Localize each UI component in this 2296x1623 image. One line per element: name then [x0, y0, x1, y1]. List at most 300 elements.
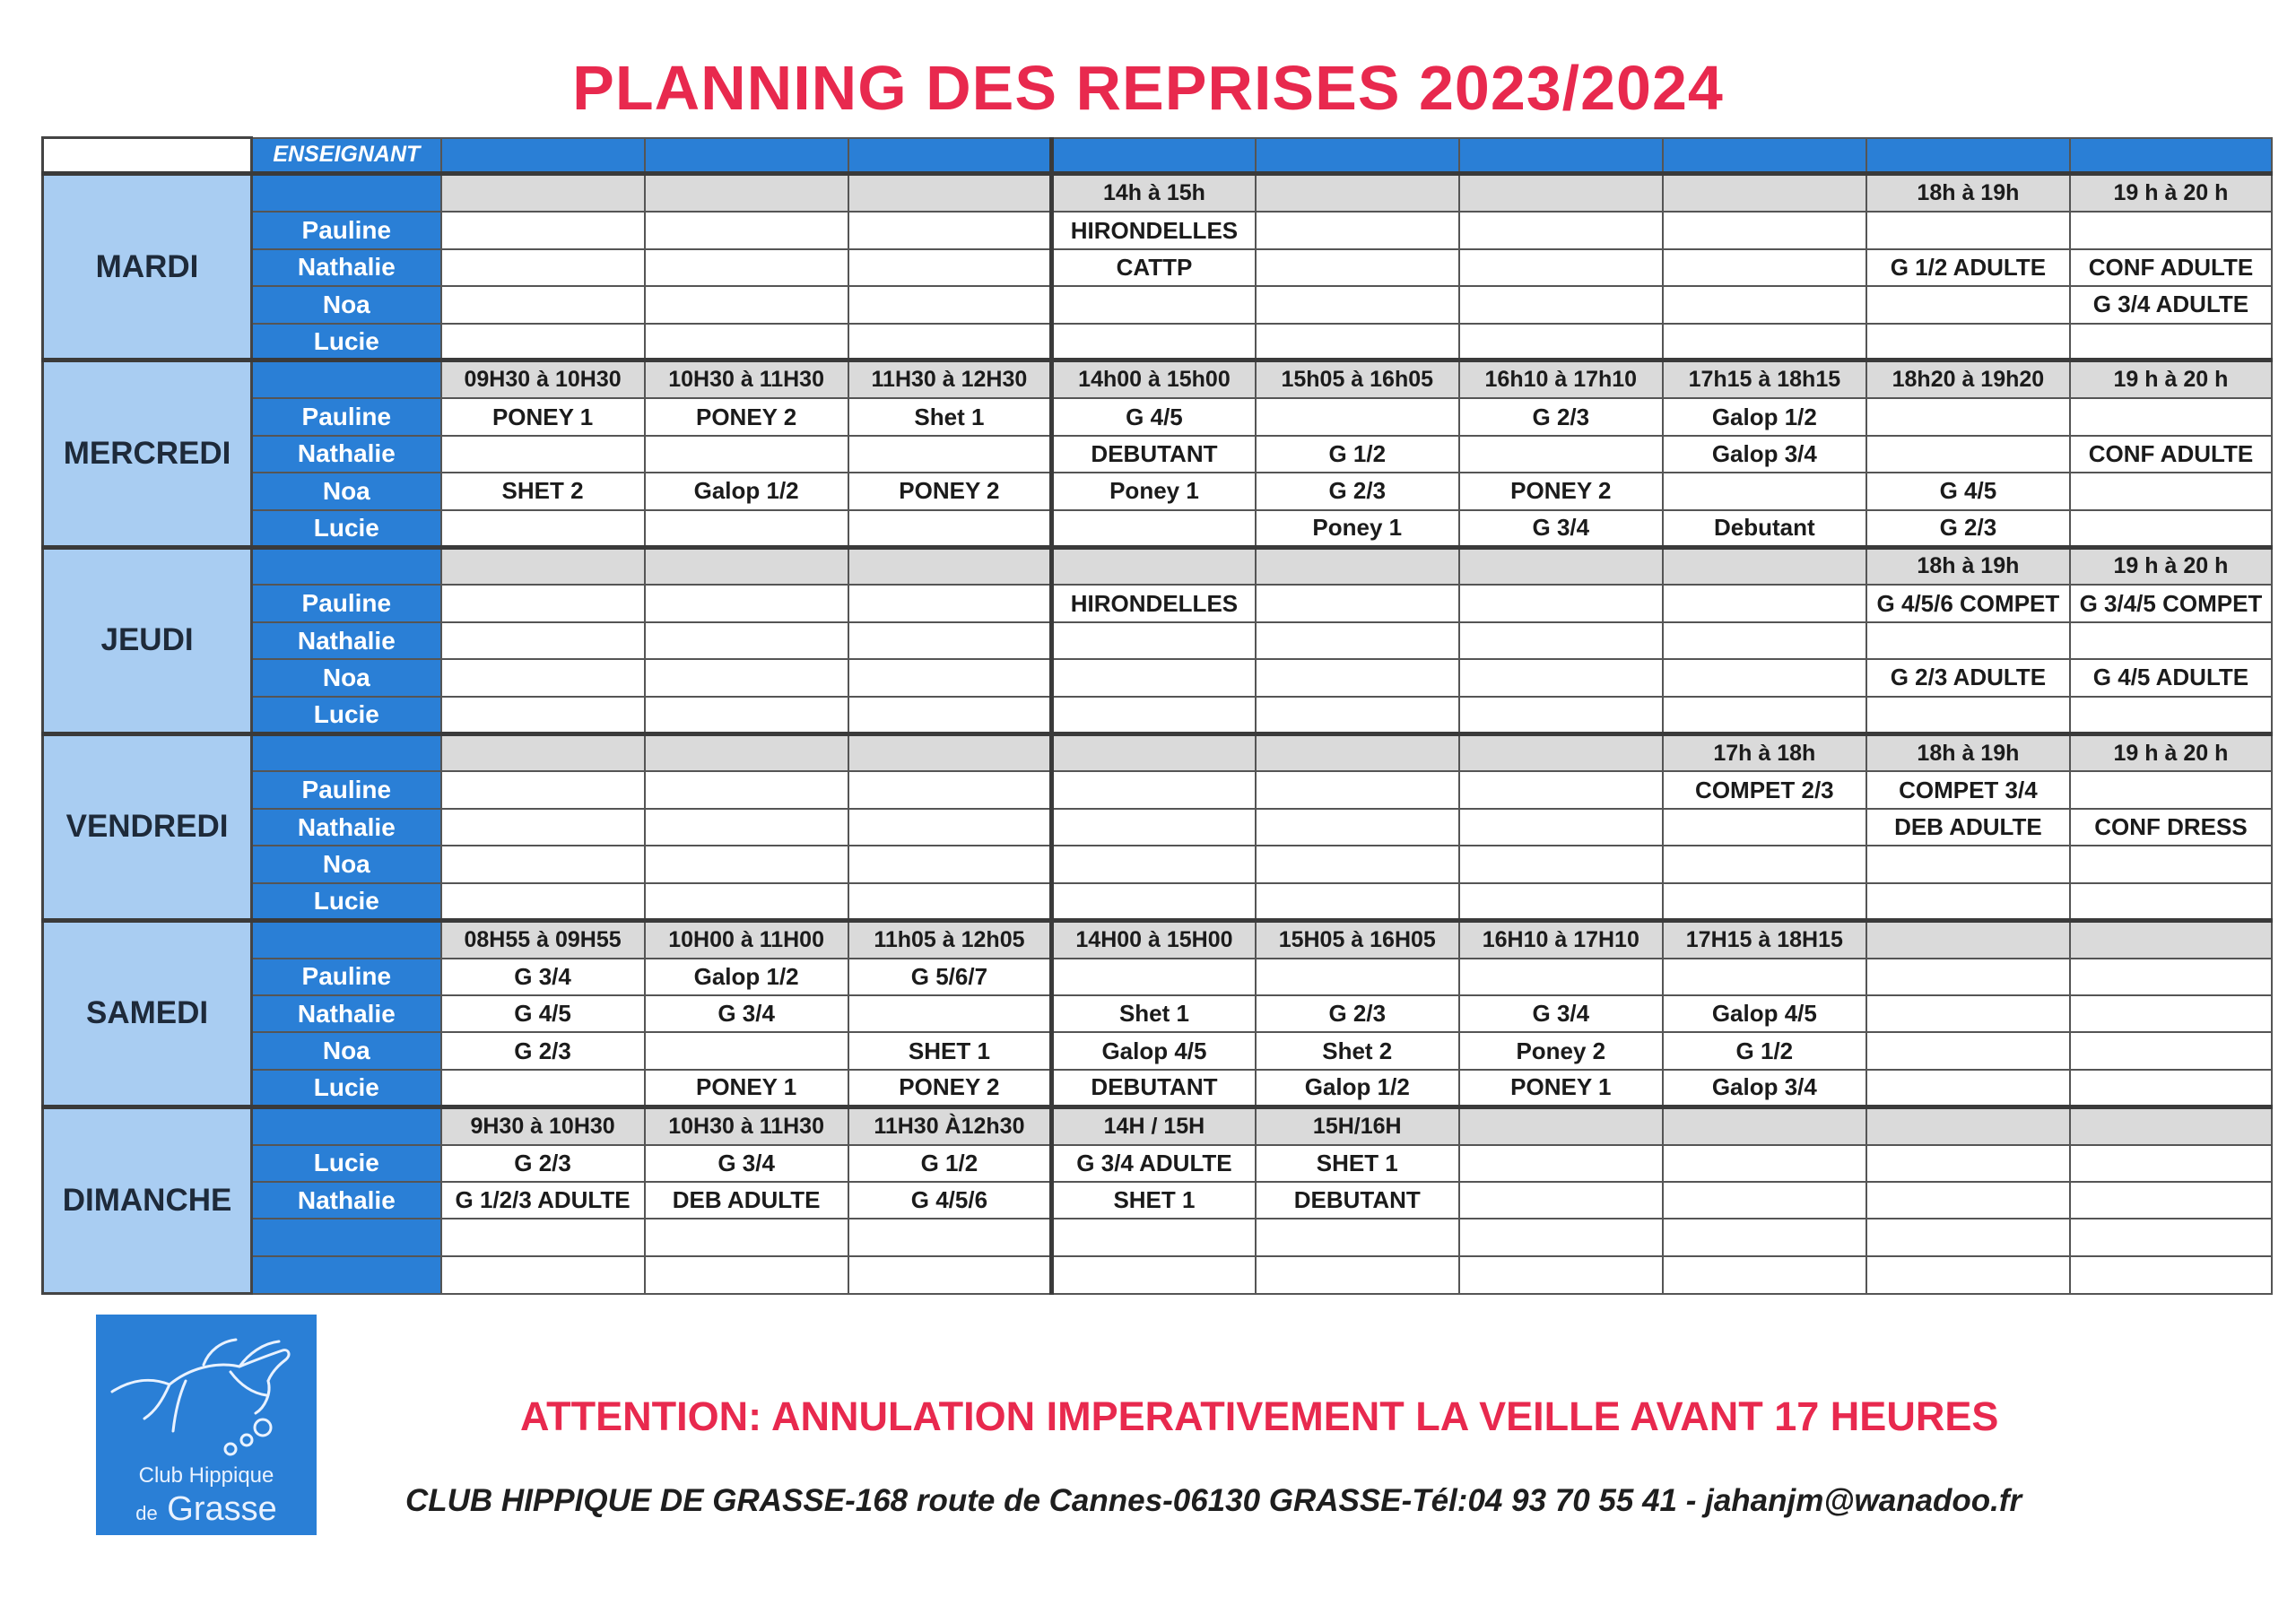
lesson-cell	[2070, 1032, 2272, 1069]
lesson-cell	[1459, 286, 1663, 323]
lesson-cell	[645, 510, 848, 547]
lesson-cell	[848, 1256, 1052, 1294]
time-slot	[1256, 174, 1459, 212]
lesson-cell	[1459, 959, 1663, 995]
time-slot	[848, 174, 1052, 212]
lesson-cell	[2070, 1182, 2272, 1219]
lesson-cell: G 2/3	[441, 1032, 645, 1069]
club-logo	[96, 1315, 317, 1535]
teacher-name: Nathalie	[252, 995, 441, 1032]
lesson-cell	[848, 249, 1052, 286]
teacher-name: Pauline	[252, 585, 441, 621]
teacher-name: Lucie	[252, 1070, 441, 1107]
lesson-cell	[1052, 771, 1256, 808]
lesson-cell: G 2/3	[441, 1145, 645, 1182]
time-slot	[848, 547, 1052, 585]
time-slot: 15h05 à 16h05	[1256, 360, 1459, 398]
lesson-cell	[645, 286, 848, 323]
lesson-cell	[441, 883, 645, 920]
lesson-cell: Poney 1	[1052, 473, 1256, 509]
header-column-7	[1663, 138, 1866, 174]
lesson-cell	[848, 771, 1052, 808]
lesson-cell	[2070, 771, 2272, 808]
lesson-cell: Galop 1/2	[1663, 398, 1866, 435]
lesson-cell	[1459, 659, 1663, 696]
header-column-2	[645, 138, 848, 174]
lesson-cell: G 3/4	[645, 995, 848, 1032]
lesson-cell: DEBUTANT	[1052, 1070, 1256, 1107]
lesson-cell: G 2/3	[1459, 398, 1663, 435]
lesson-cell	[1459, 809, 1663, 846]
time-slot: 10H00 à 11H00	[645, 920, 848, 958]
lesson-cell: PONEY 2	[645, 398, 848, 435]
lesson-cell	[848, 659, 1052, 696]
lesson-cell	[848, 622, 1052, 659]
lesson-cell	[1866, 846, 2070, 882]
lesson-cell	[441, 697, 645, 733]
lesson-cell	[645, 883, 848, 920]
lesson-cell: G 4/5/6 COMPET	[1866, 585, 2070, 621]
teacher-name: Lucie	[252, 510, 441, 547]
time-slot: 10H30 à 11H30	[645, 1107, 848, 1144]
time-slot	[1663, 174, 1866, 212]
lesson-cell	[1052, 659, 1256, 696]
lesson-cell	[848, 324, 1052, 360]
time-slot	[441, 174, 645, 212]
lesson-cell	[1663, 846, 1866, 882]
lesson-cell: DEB ADULTE	[1866, 809, 2070, 846]
lesson-cell	[848, 286, 1052, 323]
cancellation-warning: ATTENTION: ANNULATION IMPERATIVEMENT LA VEILLE AVANT 17 HEURES	[520, 1393, 1999, 1439]
teacher-header-blank	[252, 1107, 441, 1144]
time-slot: 10H30 à 11H30	[645, 360, 848, 398]
page-title: PLANNING DES REPRISES 2023/2024	[572, 53, 1724, 123]
logo-text-grasse: de Grasse	[135, 1490, 277, 1528]
time-slot: 17h15 à 18h15	[1663, 360, 1866, 398]
lesson-cell	[1866, 1256, 2070, 1294]
teacher-name: Noa	[252, 659, 441, 696]
teacher-name: Lucie	[252, 697, 441, 733]
teacher-name: Noa	[252, 1032, 441, 1069]
lesson-cell	[1052, 883, 1256, 920]
lesson-cell	[1256, 809, 1459, 846]
lesson-cell	[441, 212, 645, 248]
lesson-cell: PONEY 1	[1459, 1070, 1663, 1107]
lesson-cell	[441, 286, 645, 323]
lesson-cell	[1459, 1145, 1663, 1182]
time-slot	[848, 733, 1052, 771]
lesson-cell	[2070, 398, 2272, 435]
lesson-cell	[848, 1219, 1052, 1255]
time-slot: 11H30 à 12H30	[848, 360, 1052, 398]
time-slot	[1052, 733, 1256, 771]
logo-text-club: Club Hippique	[138, 1463, 274, 1488]
lesson-cell: Galop 3/4	[1663, 436, 1866, 473]
time-slot: 09H30 à 10H30	[441, 360, 645, 398]
lesson-cell	[645, 212, 848, 248]
lesson-cell: G 3/4	[1459, 995, 1663, 1032]
lesson-cell: G 3/4	[1459, 510, 1663, 547]
lesson-cell	[848, 212, 1052, 248]
lesson-cell: CONF DRESS	[2070, 809, 2272, 846]
lesson-cell	[848, 809, 1052, 846]
day-label-samedi: SAMEDI	[43, 920, 252, 1107]
lesson-cell	[1256, 1219, 1459, 1255]
lesson-cell: PONEY 1	[645, 1070, 848, 1107]
lesson-cell	[1256, 659, 1459, 696]
lesson-cell: G 1/2/3 ADULTE	[441, 1182, 645, 1219]
teacher-name: Pauline	[252, 959, 441, 995]
lesson-cell	[1256, 1256, 1459, 1294]
time-slot: 16H10 à 17H10	[1459, 920, 1663, 958]
lesson-cell: PONEY 2	[848, 473, 1052, 509]
lesson-cell: G 4/5	[1866, 473, 2070, 509]
day-label-mardi: MARDI	[43, 174, 252, 360]
lesson-cell	[645, 846, 848, 882]
lesson-cell	[848, 883, 1052, 920]
time-slot	[1866, 1107, 2070, 1144]
lesson-cell: Poney 1	[1256, 510, 1459, 547]
lesson-cell	[645, 659, 848, 696]
lesson-cell	[2070, 697, 2272, 733]
time-slot: 16h10 à 17h10	[1459, 360, 1663, 398]
lesson-cell	[645, 585, 848, 621]
lesson-cell	[1256, 398, 1459, 435]
lesson-cell	[2070, 1256, 2272, 1294]
lesson-cell: Galop 4/5	[1052, 1032, 1256, 1069]
lesson-cell	[1256, 771, 1459, 808]
lesson-cell: DEB ADULTE	[645, 1182, 848, 1219]
lesson-cell: Debutant	[1663, 510, 1866, 547]
time-slot: 11H30 À12h30	[848, 1107, 1052, 1144]
lesson-cell	[848, 846, 1052, 882]
teacher-name: Lucie	[252, 1145, 441, 1182]
lesson-cell	[2070, 473, 2272, 509]
lesson-cell	[645, 1256, 848, 1294]
lesson-cell	[2070, 1070, 2272, 1107]
lesson-cell	[1866, 995, 2070, 1032]
lesson-cell	[2070, 1145, 2272, 1182]
teacher-name: Noa	[252, 286, 441, 323]
lesson-cell: G 2/3 ADULTE	[1866, 659, 2070, 696]
lesson-cell	[1459, 697, 1663, 733]
teacher-name: Lucie	[252, 324, 441, 360]
time-slot	[1459, 1107, 1663, 1144]
time-slot: 19 h à 20 h	[2070, 547, 2272, 585]
lesson-cell	[1866, 398, 2070, 435]
teacher-name: Nathalie	[252, 249, 441, 286]
header-column-5	[1256, 138, 1459, 174]
time-slot: 18h à 19h	[1866, 174, 2070, 212]
teacher-header-blank	[252, 920, 441, 958]
header-column-1	[441, 138, 645, 174]
teacher-header-blank	[252, 360, 441, 398]
lesson-cell: Shet 1	[848, 398, 1052, 435]
lesson-cell	[1459, 1182, 1663, 1219]
lesson-cell	[1256, 959, 1459, 995]
lesson-cell: PONEY 2	[848, 1070, 1052, 1107]
lesson-cell	[1866, 959, 2070, 995]
lesson-cell	[1459, 249, 1663, 286]
lesson-cell	[441, 510, 645, 547]
lesson-cell	[1866, 324, 2070, 360]
lesson-cell: DEBUTANT	[1052, 436, 1256, 473]
lesson-cell	[1866, 883, 2070, 920]
lesson-cell	[441, 771, 645, 808]
teacher-name: Noa	[252, 846, 441, 882]
lesson-cell: SHET 1	[1052, 1182, 1256, 1219]
lesson-cell: Shet 1	[1052, 995, 1256, 1032]
lesson-cell	[645, 249, 848, 286]
lesson-cell	[1459, 436, 1663, 473]
lesson-cell	[1866, 1032, 2070, 1069]
lesson-cell	[1663, 1182, 1866, 1219]
header-corner	[43, 138, 252, 174]
lesson-cell	[1052, 846, 1256, 882]
time-slot: 14h à 15h	[1052, 174, 1256, 212]
time-slot: 08H55 à 09H55	[441, 920, 645, 958]
lesson-cell	[1459, 212, 1663, 248]
lesson-cell	[1866, 1145, 2070, 1182]
lesson-cell	[1459, 1219, 1663, 1255]
teacher-header-blank	[252, 733, 441, 771]
time-slot	[1459, 733, 1663, 771]
lesson-cell	[441, 1256, 645, 1294]
lesson-cell: HIRONDELLES	[1052, 585, 1256, 621]
lesson-cell: SHET 1	[1256, 1145, 1459, 1182]
lesson-cell	[645, 771, 848, 808]
lesson-cell	[1866, 1219, 2070, 1255]
time-slot	[441, 733, 645, 771]
teacher-name: Lucie	[252, 883, 441, 920]
time-slot: 17H15 à 18H15	[1663, 920, 1866, 958]
lesson-cell: G 4/5	[1052, 398, 1256, 435]
lesson-cell: G 4/5/6	[848, 1182, 1052, 1219]
time-slot	[645, 174, 848, 212]
lesson-cell	[1663, 622, 1866, 659]
lesson-cell	[1052, 697, 1256, 733]
lesson-cell	[1052, 1219, 1256, 1255]
lesson-cell: G 3/4/5 COMPET	[2070, 585, 2272, 621]
lesson-cell	[1663, 324, 1866, 360]
lesson-cell	[2070, 883, 2272, 920]
header-column-3	[848, 138, 1052, 174]
time-slot	[2070, 920, 2272, 958]
time-slot: 18h à 19h	[1866, 733, 2070, 771]
lesson-cell: G 3/4	[441, 959, 645, 995]
lesson-cell	[1256, 697, 1459, 733]
lesson-cell	[441, 1070, 645, 1107]
teacher-name: Noa	[252, 473, 441, 509]
time-slot: 14H00 à 15H00	[1052, 920, 1256, 958]
lesson-cell: G 5/6/7	[848, 959, 1052, 995]
lesson-cell: G 2/3	[1256, 995, 1459, 1032]
lesson-cell	[645, 1219, 848, 1255]
teacher-name: Pauline	[252, 398, 441, 435]
lesson-cell	[1866, 622, 2070, 659]
lesson-cell	[2070, 846, 2272, 882]
lesson-cell	[645, 622, 848, 659]
lesson-cell: PONEY 2	[1459, 473, 1663, 509]
lesson-cell: Poney 2	[1459, 1032, 1663, 1069]
header-column-4	[1052, 138, 1256, 174]
horse-jumping-icon	[96, 1315, 317, 1467]
schedule-table	[41, 136, 2273, 1295]
lesson-cell	[441, 1219, 645, 1255]
lesson-cell: PONEY 1	[441, 398, 645, 435]
time-slot: 17h à 18h	[1663, 733, 1866, 771]
lesson-cell	[1052, 286, 1256, 323]
lesson-cell	[1459, 846, 1663, 882]
lesson-cell	[441, 622, 645, 659]
lesson-cell: DEBUTANT	[1256, 1182, 1459, 1219]
teacher-name: Pauline	[252, 212, 441, 248]
lesson-cell	[1866, 697, 2070, 733]
lesson-cell	[1663, 249, 1866, 286]
lesson-cell	[1663, 659, 1866, 696]
time-slot: 19 h à 20 h	[2070, 174, 2272, 212]
lesson-cell	[1663, 286, 1866, 323]
lesson-cell	[1459, 324, 1663, 360]
lesson-cell	[1256, 585, 1459, 621]
header-column-8	[1866, 138, 2070, 174]
lesson-cell	[1256, 324, 1459, 360]
lesson-cell	[441, 659, 645, 696]
time-slot	[1663, 547, 1866, 585]
time-slot: 18h20 à 19h20	[1866, 360, 2070, 398]
lesson-cell	[1663, 809, 1866, 846]
lesson-cell: G 3/4 ADULTE	[1052, 1145, 1256, 1182]
time-slot: 19 h à 20 h	[2070, 360, 2272, 398]
lesson-cell	[645, 436, 848, 473]
lesson-cell: G 4/5	[441, 995, 645, 1032]
lesson-cell: SHET 1	[848, 1032, 1052, 1069]
day-label-dimanche: DIMANCHE	[43, 1107, 252, 1293]
lesson-cell	[848, 510, 1052, 547]
teacher-name: Pauline	[252, 771, 441, 808]
time-slot: 19 h à 20 h	[2070, 733, 2272, 771]
time-slot	[2070, 1107, 2272, 1144]
lesson-cell	[1663, 959, 1866, 995]
lesson-cell: COMPET 2/3	[1663, 771, 1866, 808]
lesson-cell	[441, 846, 645, 882]
lesson-cell	[1052, 809, 1256, 846]
lesson-cell	[2070, 510, 2272, 547]
lesson-cell	[1459, 1256, 1663, 1294]
time-slot	[1256, 547, 1459, 585]
lesson-cell	[1256, 883, 1459, 920]
lesson-cell	[1663, 1145, 1866, 1182]
day-label-jeudi: JEUDI	[43, 547, 252, 733]
lesson-cell	[2070, 995, 2272, 1032]
lesson-cell	[1663, 473, 1866, 509]
time-slot: 14H / 15H	[1052, 1107, 1256, 1144]
lesson-cell: CATTP	[1052, 249, 1256, 286]
time-slot	[645, 733, 848, 771]
lesson-cell	[1256, 212, 1459, 248]
header-column-6	[1459, 138, 1663, 174]
lesson-cell	[1052, 622, 1256, 659]
teacher-name: Nathalie	[252, 436, 441, 473]
lesson-cell	[441, 809, 645, 846]
lesson-cell: G 3/4	[645, 1145, 848, 1182]
lesson-cell	[645, 697, 848, 733]
lesson-cell: G 1/2	[848, 1145, 1052, 1182]
lesson-cell	[1663, 212, 1866, 248]
lesson-cell: Shet 2	[1256, 1032, 1459, 1069]
lesson-cell	[1052, 959, 1256, 995]
time-slot	[1663, 1107, 1866, 1144]
lesson-cell	[2070, 212, 2272, 248]
day-label-vendredi: VENDREDI	[43, 733, 252, 920]
time-slot: 9H30 à 10H30	[441, 1107, 645, 1144]
time-slot: 18h à 19h	[1866, 547, 2070, 585]
lesson-cell	[441, 585, 645, 621]
lesson-cell	[848, 585, 1052, 621]
lesson-cell: G 2/3	[1866, 510, 2070, 547]
teacher-header-blank	[252, 174, 441, 212]
lesson-cell	[645, 1032, 848, 1069]
lesson-cell	[1052, 1256, 1256, 1294]
lesson-cell: CONF ADULTE	[2070, 249, 2272, 286]
lesson-cell	[1866, 436, 2070, 473]
time-slot: 15H05 à 16H05	[1256, 920, 1459, 958]
lesson-cell: G 1/2	[1256, 436, 1459, 473]
lesson-cell	[848, 995, 1052, 1032]
lesson-cell	[2070, 622, 2272, 659]
lesson-cell	[645, 809, 848, 846]
teacher-name	[252, 1256, 441, 1294]
time-slot	[1256, 733, 1459, 771]
lesson-cell	[1663, 1256, 1866, 1294]
teacher-name: Nathalie	[252, 809, 441, 846]
lesson-cell	[1866, 1070, 2070, 1107]
club-contact-footer: CLUB HIPPIQUE DE GRASSE-168 route de Cannes-06130 GRASSE-Tél:04 93 70 55 41 - jahanjm@wanadoo.fr	[405, 1483, 2022, 1518]
lesson-cell	[1459, 883, 1663, 920]
lesson-cell: CONF ADULTE	[2070, 436, 2272, 473]
lesson-cell	[848, 697, 1052, 733]
lesson-cell: G 1/2 ADULTE	[1866, 249, 2070, 286]
lesson-cell	[1663, 697, 1866, 733]
lesson-cell	[645, 324, 848, 360]
teacher-name: Nathalie	[252, 1182, 441, 1219]
lesson-cell: COMPET 3/4	[1866, 771, 2070, 808]
lesson-cell	[1459, 771, 1663, 808]
lesson-cell	[1866, 286, 2070, 323]
lesson-cell	[1256, 622, 1459, 659]
lesson-cell	[1459, 585, 1663, 621]
time-slot	[1052, 547, 1256, 585]
lesson-cell: G 2/3	[1256, 473, 1459, 509]
lesson-cell	[2070, 959, 2272, 995]
lesson-cell: G 1/2	[1663, 1032, 1866, 1069]
time-slot: 14h00 à 15h00	[1052, 360, 1256, 398]
lesson-cell	[441, 436, 645, 473]
lesson-cell: G 3/4 ADULTE	[2070, 286, 2272, 323]
lesson-cell	[1866, 1182, 2070, 1219]
lesson-cell	[1052, 324, 1256, 360]
lesson-cell	[441, 324, 645, 360]
lesson-cell: SHET 2	[441, 473, 645, 509]
teacher-header-blank	[252, 547, 441, 585]
lesson-cell	[1459, 622, 1663, 659]
lesson-cell: HIRONDELLES	[1052, 212, 1256, 248]
lesson-cell: Galop 4/5	[1663, 995, 1866, 1032]
lesson-cell	[1663, 1219, 1866, 1255]
lesson-cell: G 4/5 ADULTE	[2070, 659, 2272, 696]
time-slot: 11h05 à 12h05	[848, 920, 1052, 958]
time-slot	[441, 547, 645, 585]
